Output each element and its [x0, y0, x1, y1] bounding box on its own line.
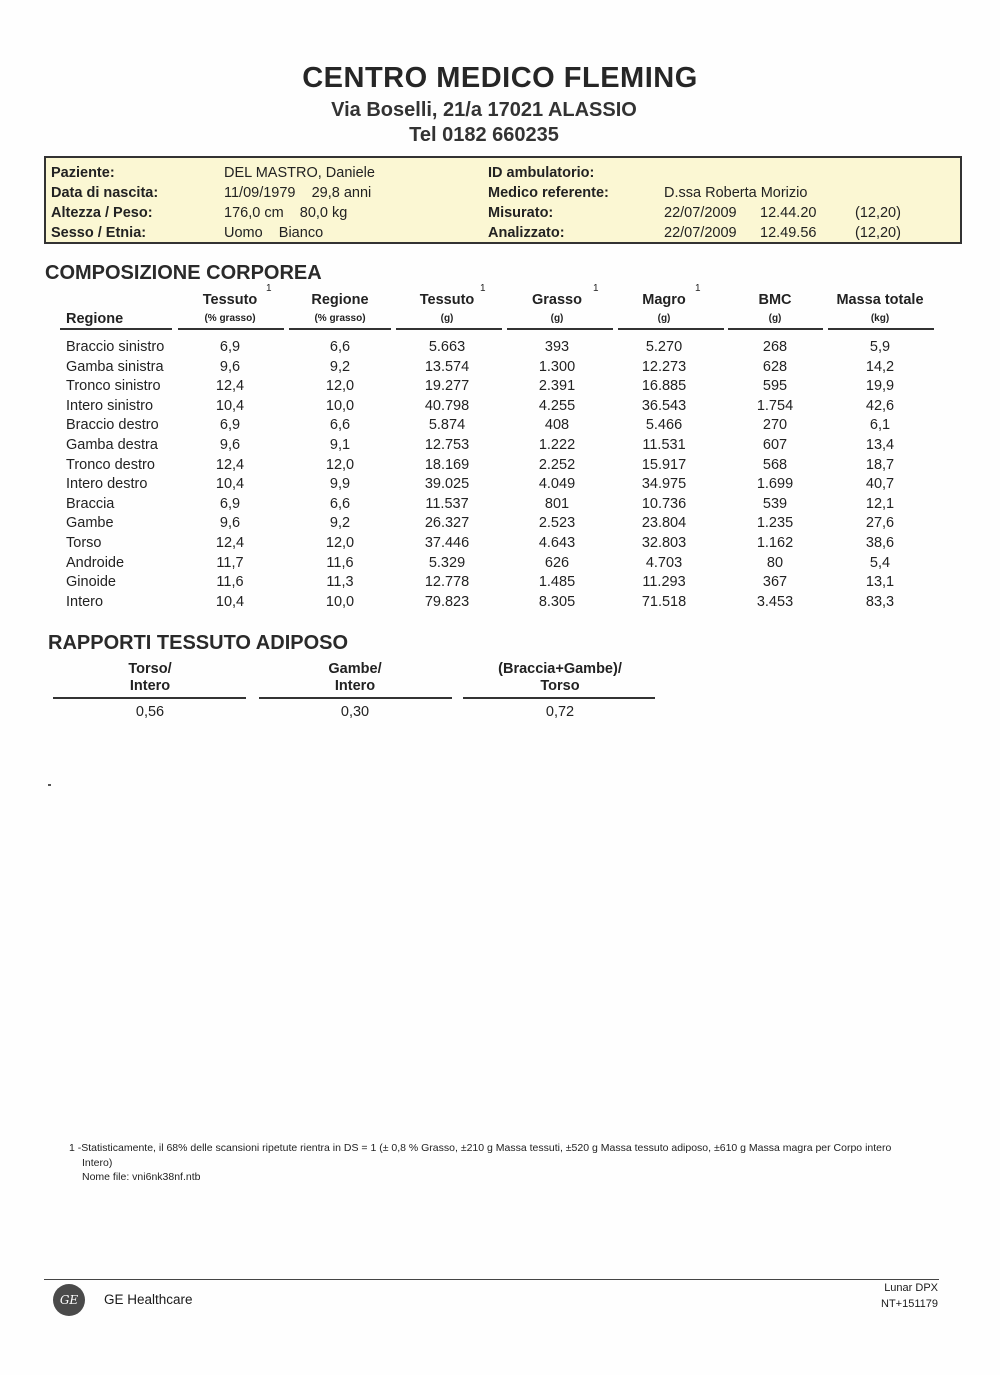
footnote-line-2: Intero)	[82, 1157, 113, 1169]
exam-field-value: D.ssa Roberta Morizio	[664, 185, 808, 201]
table-cell: 270	[762, 417, 788, 434]
exam-field-value: 22/07/2009	[664, 205, 737, 221]
column-header: Regione	[66, 311, 124, 327]
table-cell: 11,6	[326, 554, 354, 571]
column-header: Regione	[311, 292, 369, 308]
table-cell: 1.235	[756, 515, 794, 532]
region-label: Gamba destra	[66, 437, 158, 453]
table-cell: 628	[762, 358, 788, 375]
exam-field-label: Misurato:	[488, 205, 554, 221]
table-cell: 13.574	[424, 358, 470, 375]
column-header: Tessuto	[202, 292, 258, 308]
table-cell: 37.446	[424, 535, 470, 551]
table-cell: 15.917	[641, 456, 687, 473]
ratio-value: 0,56	[135, 704, 165, 720]
table-cell: 12.778	[424, 574, 470, 591]
ratio-value: 0,72	[545, 704, 575, 720]
region-label: Braccio sinistro	[66, 339, 165, 355]
header-rule	[828, 328, 934, 330]
table-cell: 5.874	[428, 417, 466, 434]
table-cell: 1.222	[538, 437, 576, 453]
table-cell: 9,2	[329, 515, 351, 532]
table-cell: 1.754	[756, 397, 794, 414]
table-cell: 12.753	[424, 437, 470, 453]
composition-title: COMPOSIZIONE CORPOREA	[45, 262, 322, 284]
column-header: Tessuto	[419, 292, 475, 308]
table-cell: 83,3	[865, 593, 895, 610]
table-cell: 11,6	[216, 574, 244, 591]
exam-field-label: Medico referente:	[488, 185, 609, 201]
scan-mark	[48, 784, 51, 786]
region-label: Ginoide	[66, 574, 116, 591]
region-label: Intero	[66, 593, 104, 610]
table-cell: 19.277	[424, 378, 470, 395]
column-header: BMC	[758, 292, 792, 308]
region-label: Braccio destro	[66, 417, 159, 434]
column-header: Grasso	[532, 292, 582, 308]
exam-field-code: (12,20)	[855, 225, 901, 241]
clinic-address: Via Boselli, 21/a 17021 ALASSIO	[331, 99, 637, 121]
column-header: Magro	[642, 292, 686, 308]
table-cell: 6,9	[219, 417, 241, 434]
table-cell: 10,0	[325, 593, 355, 610]
header-rule	[60, 328, 172, 330]
ratio-value: 0,30	[340, 704, 370, 720]
region-label: Torso	[66, 535, 102, 551]
patient-field-value: DEL MASTRO, Daniele	[224, 165, 375, 181]
table-cell: 6,9	[219, 339, 241, 355]
table-cell: 6,6	[329, 417, 351, 434]
footnote-marker: 1	[593, 283, 599, 294]
table-cell: 367	[762, 574, 788, 591]
table-cell: 4.255	[538, 397, 576, 414]
ratio-header-line2: Torso	[540, 678, 580, 694]
table-cell: 71.518	[641, 593, 687, 610]
patient-field-label: Paziente:	[51, 165, 115, 181]
table-cell: 5,9	[869, 339, 891, 355]
table-cell: 12,4	[215, 456, 245, 473]
table-cell: 9,6	[219, 515, 241, 532]
header-rule	[178, 328, 284, 330]
table-cell: 6,1	[869, 417, 891, 434]
column-unit: (g)	[440, 313, 454, 324]
table-cell: 9,2	[329, 358, 351, 375]
ratio-rule	[463, 697, 655, 699]
table-cell: 539	[762, 495, 788, 512]
header-rule	[507, 328, 613, 330]
footer-brand: GE Healthcare	[104, 1292, 193, 1307]
table-cell: 9,9	[329, 476, 351, 493]
table-cell: 408	[544, 417, 570, 434]
footer-serial: NT+151179	[881, 1298, 938, 1310]
table-cell: 13,4	[865, 437, 895, 453]
table-cell: 14,2	[865, 358, 895, 375]
table-cell: 6,9	[219, 495, 241, 512]
footnote-line-1: 1 -Statisticamente, il 68% delle scansioni ripetute rientra in DS = 1 (± 0,8 % Grasso, ±210 g Massa tessuti, ±520 g Massa tessuto adiposo, ±610 g Massa magra per Corpo intero	[69, 1142, 892, 1154]
table-cell: 12,0	[325, 378, 355, 395]
table-cell: 10,4	[215, 476, 245, 493]
table-cell: 18,7	[865, 456, 895, 473]
table-cell: 5.663	[428, 339, 466, 355]
table-cell: 9,6	[219, 358, 241, 375]
table-cell: 12,0	[325, 456, 355, 473]
exam-field-label: Analizzato:	[488, 225, 565, 241]
region-label: Intero sinistro	[66, 397, 154, 414]
table-cell: 36.543	[641, 397, 687, 414]
patient-field-label: Altezza / Peso:	[51, 205, 153, 221]
table-cell: 12,4	[215, 535, 245, 551]
table-cell: 1.300	[538, 358, 576, 375]
table-cell: 10,0	[325, 397, 355, 414]
table-cell: 13,1	[865, 574, 895, 591]
exam-field-value: 22/07/2009	[664, 225, 737, 241]
region-label: Intero destro	[66, 476, 148, 493]
table-cell: 11.531	[642, 437, 686, 453]
clinic-phone: Tel 0182 660235	[409, 124, 559, 146]
table-cell: 5.466	[645, 417, 683, 434]
table-cell: 32.803	[641, 535, 687, 551]
table-cell: 1.485	[538, 574, 576, 591]
column-unit: (% grasso)	[204, 313, 256, 324]
table-cell: 5.329	[428, 554, 466, 571]
exam-field-label: ID ambulatorio:	[488, 165, 595, 181]
table-cell: 39.025	[424, 476, 470, 493]
table-cell: 1.162	[756, 535, 794, 551]
table-cell: 9,6	[219, 437, 241, 453]
patient-field-value: Uomo Bianco	[224, 225, 324, 241]
table-cell: 6,6	[329, 495, 351, 512]
table-cell: 42,6	[865, 397, 895, 414]
table-cell: 5.270	[645, 339, 683, 355]
ge-logo-icon: GE	[53, 1284, 85, 1316]
footer-device: Lunar DPX	[884, 1282, 938, 1294]
ratios-title: RAPPORTI TESSUTO ADIPOSO	[48, 632, 349, 654]
table-cell: 2.523	[538, 515, 576, 532]
exam-field-time: 12.44.20	[760, 205, 817, 221]
table-cell: 8.305	[538, 593, 576, 610]
table-cell: 12,1	[865, 495, 895, 512]
patient-field-value: 11/09/1979 29,8 anni	[224, 185, 372, 201]
table-cell: 12,4	[215, 378, 245, 395]
ratio-header-line1: Torso/	[128, 661, 172, 677]
header-rule	[289, 328, 391, 330]
region-label: Braccia	[66, 495, 115, 512]
column-unit: (g)	[657, 313, 671, 324]
table-cell: 5,4	[869, 554, 891, 571]
footnote-filename: Nome file: vni6nk38nf.ntb	[82, 1171, 201, 1183]
table-cell: 79.823	[424, 593, 470, 610]
footer-divider	[44, 1279, 939, 1280]
table-cell: 4.703	[645, 554, 683, 571]
region-label: Gambe	[66, 515, 114, 532]
column-header: Massa totale	[836, 292, 924, 308]
table-cell: 801	[544, 495, 570, 512]
table-cell: 23.804	[641, 515, 687, 532]
table-cell: 11.537	[425, 495, 469, 512]
exam-field-time: 12.49.56	[760, 225, 817, 241]
column-unit: (% grasso)	[314, 313, 366, 324]
patient-field-label: Data di nascita:	[51, 185, 159, 201]
table-cell: 18.169	[424, 456, 470, 473]
table-cell: 626	[544, 554, 570, 571]
table-cell: 38,6	[865, 535, 895, 551]
column-unit: (g)	[550, 313, 564, 324]
table-cell: 607	[762, 437, 788, 453]
table-cell: 10,4	[215, 397, 245, 414]
header-rule	[728, 328, 823, 330]
table-cell: 34.975	[641, 476, 687, 493]
region-label: Tronco destro	[66, 456, 155, 473]
table-cell: 568	[762, 456, 788, 473]
clinic-name: CENTRO MEDICO FLEMING	[302, 62, 698, 94]
table-cell: 26.327	[424, 515, 470, 532]
footnote-marker: 1	[480, 283, 486, 294]
table-cell: 12.273	[641, 358, 687, 375]
table-cell: 40,7	[865, 476, 895, 493]
region-label: Androide	[66, 554, 125, 571]
table-cell: 4.643	[538, 535, 576, 551]
ratio-header-line1: (Braccia+Gambe)/	[498, 661, 622, 677]
table-cell: 19,9	[865, 378, 895, 395]
table-cell: 1.699	[756, 476, 794, 493]
table-cell: 27,6	[865, 515, 895, 532]
table-cell: 40.798	[424, 397, 470, 414]
region-label: Tronco sinistro	[66, 378, 161, 395]
table-cell: 6,6	[329, 339, 351, 355]
patient-field-label: Sesso / Etnia:	[51, 225, 147, 241]
table-cell: 393	[544, 339, 570, 355]
table-cell: 80	[766, 554, 784, 571]
table-cell: 12,0	[325, 535, 355, 551]
table-cell: 11,7	[216, 554, 244, 571]
patient-field-value: 176,0 cm 80,0 kg	[224, 205, 348, 221]
footnote-marker: 1	[695, 283, 701, 294]
ratio-header-line2: Intero	[334, 678, 376, 694]
table-cell: 2.391	[538, 378, 576, 395]
table-cell: 11.293	[642, 574, 686, 591]
table-cell: 4.049	[538, 476, 576, 493]
table-cell: 16.885	[641, 378, 687, 395]
region-label: Gamba sinistra	[66, 358, 164, 375]
ratio-rule	[53, 697, 246, 699]
table-cell: 3.453	[756, 593, 794, 610]
table-cell: 595	[762, 378, 788, 395]
footnote-marker: 1	[266, 283, 272, 294]
header-rule	[396, 328, 502, 330]
table-cell: 10.736	[641, 495, 687, 512]
table-cell: 10,4	[215, 593, 245, 610]
exam-field-code: (12,20)	[855, 205, 901, 221]
ratio-header-line2: Intero	[129, 678, 171, 694]
table-cell: 9,1	[329, 437, 351, 453]
column-unit: (kg)	[870, 313, 890, 324]
table-cell: 2.252	[538, 456, 576, 473]
table-cell: 268	[762, 339, 788, 355]
ratio-header-line1: Gambe/	[328, 661, 382, 677]
header-rule	[618, 328, 724, 330]
ratio-rule	[259, 697, 452, 699]
table-cell: 11,3	[326, 574, 354, 591]
column-unit: (g)	[768, 313, 782, 324]
